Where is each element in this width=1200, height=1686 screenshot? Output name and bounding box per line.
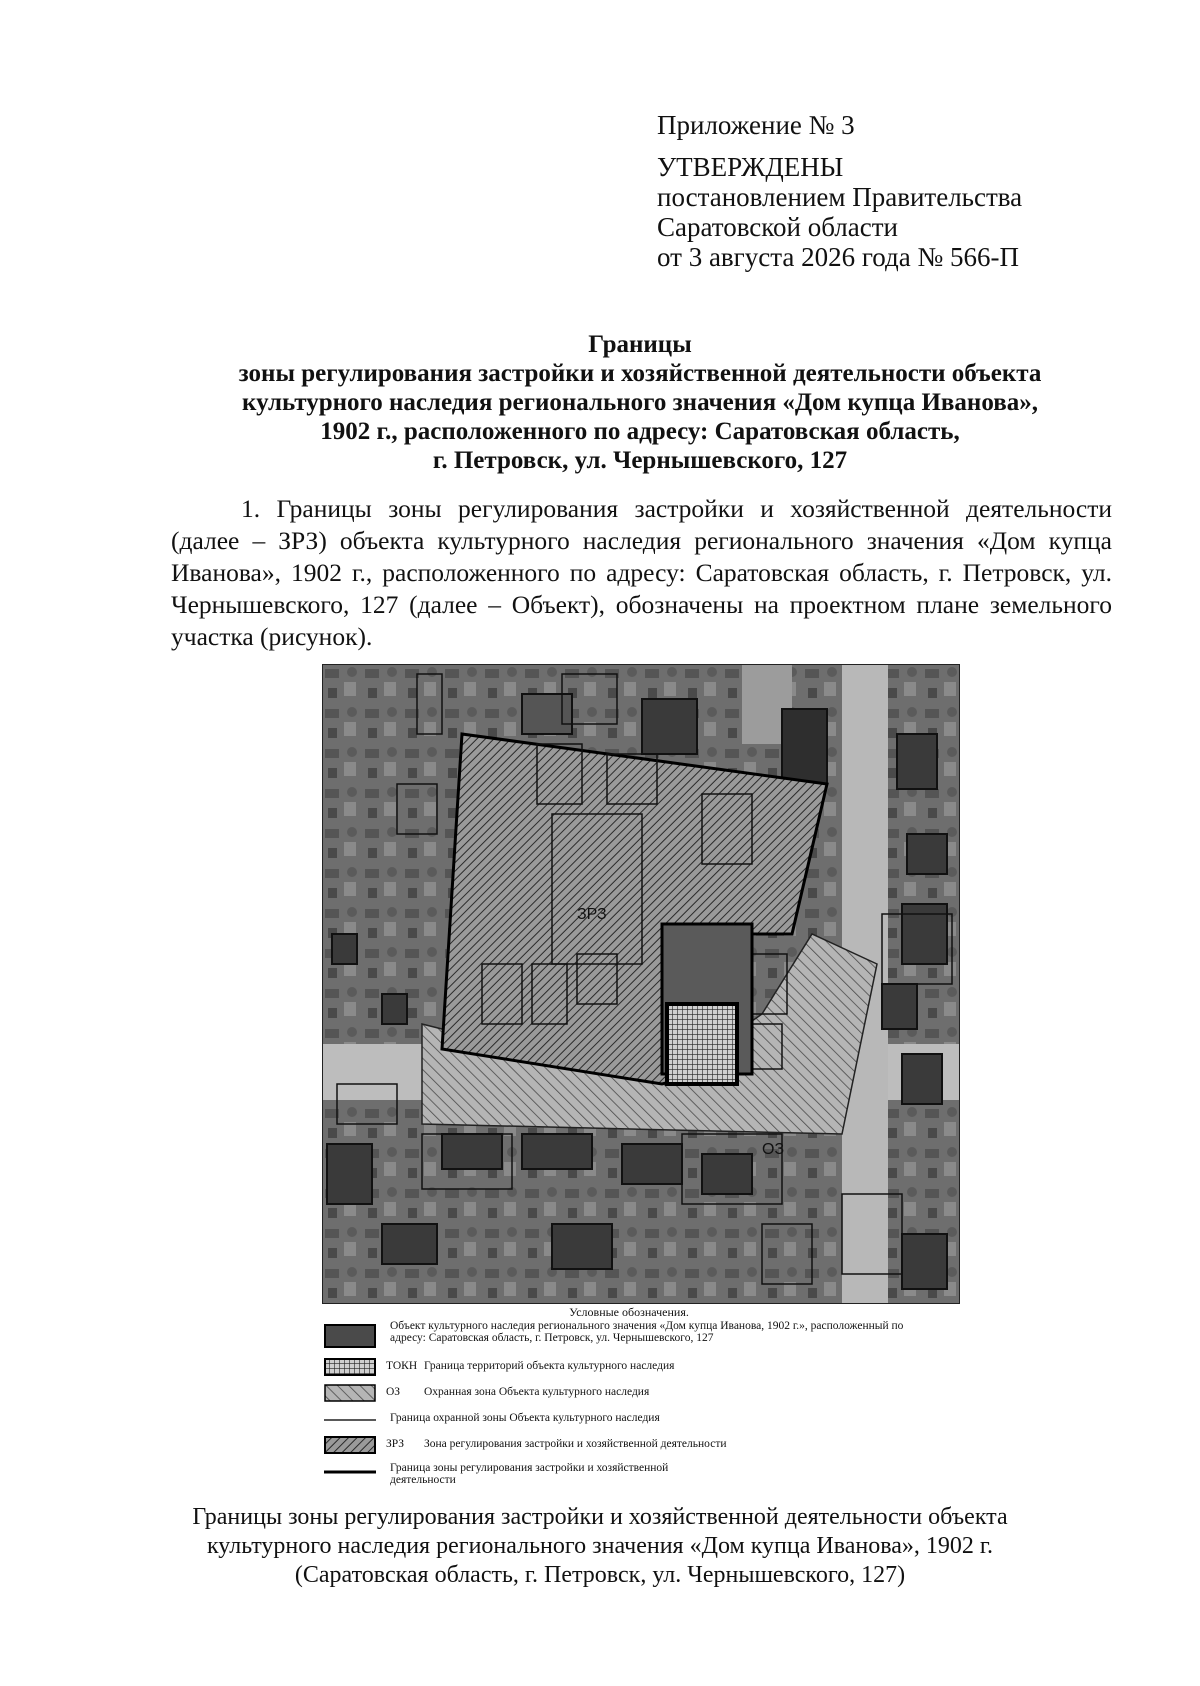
legend-text-zrz-boundary: Граница зоны регулирования застройки и хозяйственной деятельности xyxy=(390,1462,669,1486)
legend-swatch-oz xyxy=(324,1384,376,1402)
legend-item-oz xyxy=(324,1380,964,1406)
map-label-zrz: ЗРЗ xyxy=(577,906,607,923)
legend-text-oz-boundary: Граница охранной зоны Объекта культурного наследия xyxy=(390,1412,660,1424)
legend-item-zrz-boundary xyxy=(324,1458,964,1492)
title-line-4: 1902 г., расположенного по адресу: Саратовская область, xyxy=(320,418,960,445)
legend-swatch-oz-boundary xyxy=(324,1410,376,1428)
title-line-2: зоны регулирования застройки и хозяйственной деятельности объекта xyxy=(238,360,1042,387)
approval-line-1: постановлением Правительства xyxy=(657,182,1023,212)
title-line-1: Границы xyxy=(588,331,692,358)
approval-line-2: Саратовской области xyxy=(657,212,898,242)
legend-swatch-heritage-object xyxy=(324,1324,376,1348)
document-title xyxy=(150,330,1130,475)
figure-caption xyxy=(180,1503,1020,1590)
approved-label: УТВЕРЖДЕНЫ xyxy=(657,152,844,182)
legend-title: Условные обозначения. xyxy=(569,1305,689,1319)
zone-map xyxy=(322,664,960,1304)
legend-item-tokn xyxy=(324,1354,964,1380)
appendix-number: Приложение № 3 xyxy=(657,110,855,140)
legend-text-heritage-object: Объект культурного наследия регионального значения «Дом купца Иванова, 1902 г.», расположенный по адресу: Саратовская область, г. Петровск, ул. Чернышевского, 127 xyxy=(390,1320,904,1344)
legend-swatch-zrz-boundary xyxy=(324,1462,376,1480)
legend-swatch-zrz xyxy=(324,1436,376,1454)
caption-line-2: культурного наследия регионального значения «Дом купца Иванова», 1902 г. xyxy=(206,1533,994,1559)
map-label-oz: ОЗ xyxy=(762,1141,785,1158)
tokn-territory xyxy=(667,1004,737,1084)
appendix-block xyxy=(657,110,1137,272)
legend-text-zrz: Зона регулирования застройки и хозяйственной деятельности xyxy=(424,1438,727,1450)
legend-code-zrz: ЗРЗ xyxy=(386,1438,405,1450)
legend-code-oz: ОЗ xyxy=(386,1386,401,1398)
caption-line-3: (Саратовская область, г. Петровск, ул. Чернышевского, 127) xyxy=(294,1562,906,1588)
legend-code-tokn: ТОКН xyxy=(386,1360,418,1372)
legend-text-oz: Охранная зона Объекта культурного наследия xyxy=(424,1386,650,1398)
legend-item-oz-boundary xyxy=(324,1406,964,1432)
approval-line-3: от 3 августа 2026 года № 566-П xyxy=(657,242,1019,272)
legend xyxy=(324,1304,964,1492)
legend-item-heritage-object xyxy=(324,1320,964,1354)
legend-swatch-tokn xyxy=(324,1358,376,1376)
title-line-3: культурного наследия регионального значения «Дом купца Иванова», xyxy=(242,389,1038,416)
legend-text-tokn: Граница территорий объекта культурного наследия xyxy=(424,1360,675,1372)
map-svg xyxy=(322,664,960,1304)
title-line-5: г. Петровск, ул. Чернышевского, 127 xyxy=(432,447,848,474)
caption-line-1: Границы зоны регулирования застройки и хозяйственной деятельности объекта xyxy=(192,1504,1008,1530)
paragraph-1: 1. Границы зоны регулирования застройки и хозяйственной деятельности (далее – ЗРЗ) объекта культурного наследия регионального значения «Дом купца Иванова», 1902 г., расположенного по адресу: Саратовская область, г. Петровск, ул. Чернышевского, 127 (далее – Объект), обозначены на проектном плане земельного участка (рисунок). xyxy=(171,494,1112,651)
legend-item-zrz xyxy=(324,1432,964,1458)
